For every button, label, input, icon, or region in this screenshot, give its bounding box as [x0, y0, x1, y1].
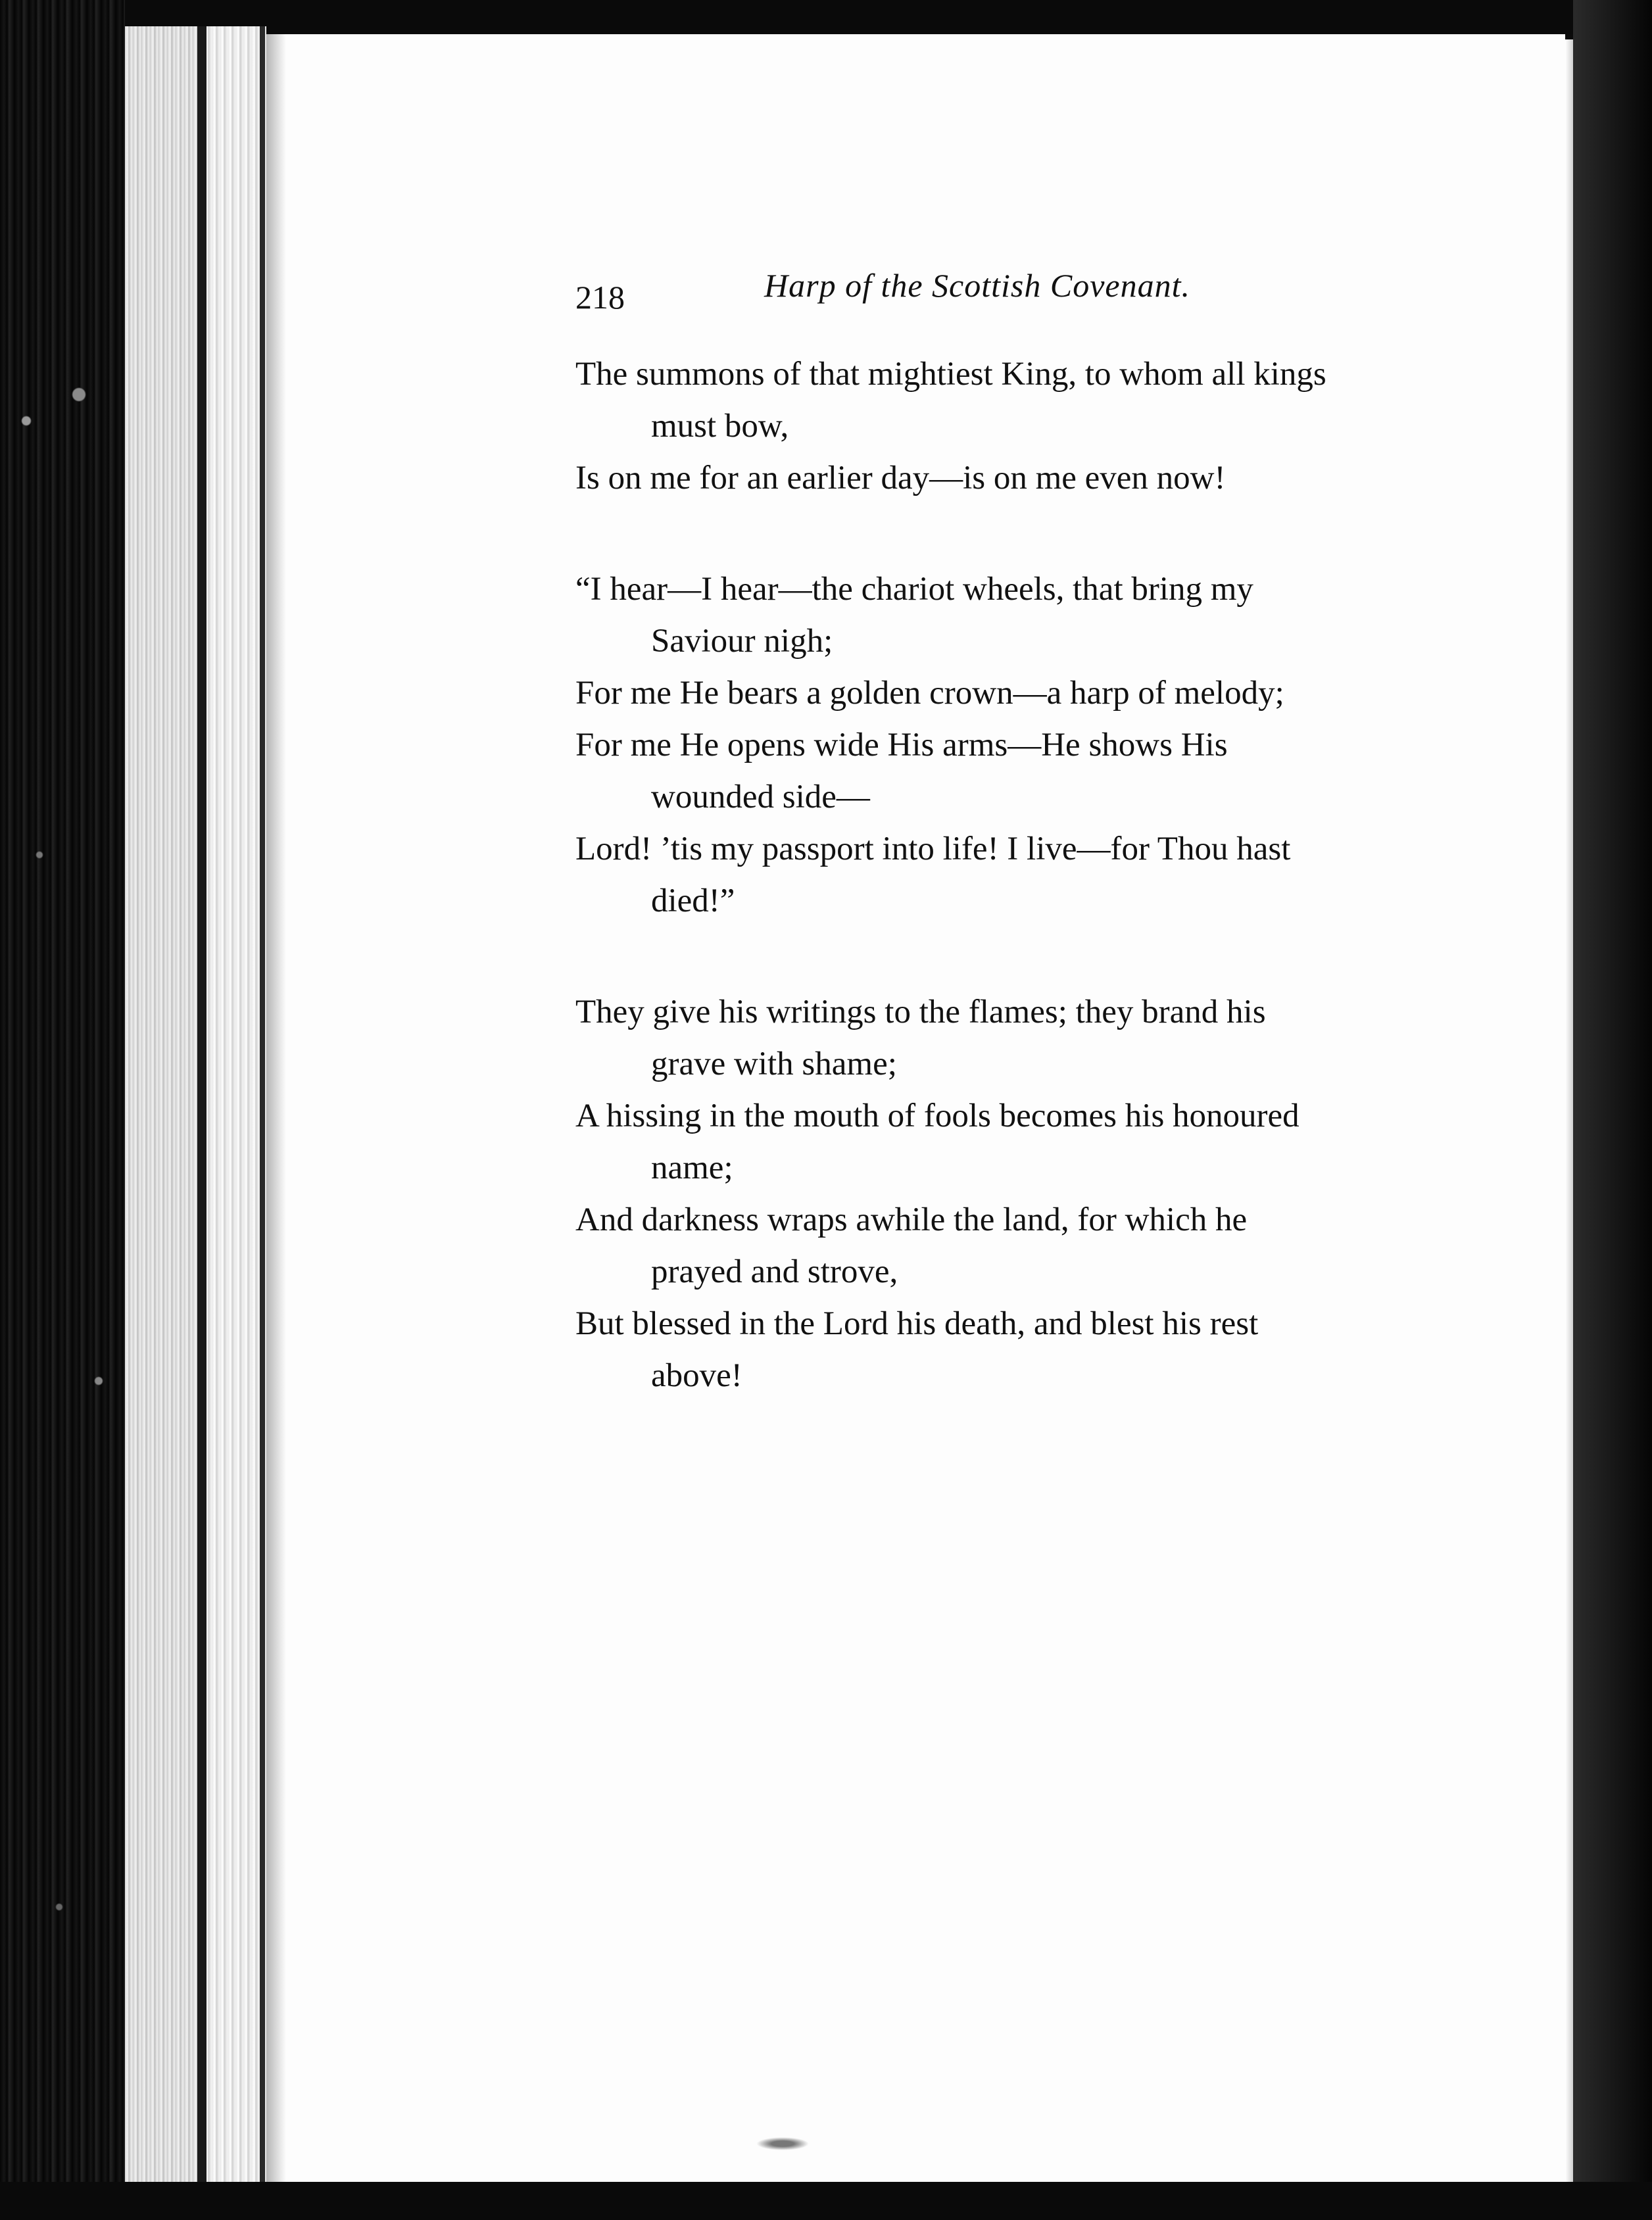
verse-line: died!” — [651, 882, 735, 919]
verse-line: wounded side— — [651, 779, 870, 815]
verse-line: prayed and strove, — [651, 1253, 898, 1290]
page-gutter-shadow — [266, 34, 286, 2182]
poem-text — [575, 349, 1470, 1461]
verse-line: name; — [651, 1149, 733, 1186]
verse-line: Lord! ’tis my passport into life! I live—for Thou hast — [575, 831, 1291, 867]
verse-line: They give his writings to the flames; they brand his — [575, 994, 1266, 1030]
scan-right-border — [1573, 0, 1652, 2220]
scan-bottom-border — [0, 2182, 1652, 2220]
ink-smudge — [756, 2137, 809, 2150]
stanza — [575, 986, 1470, 1402]
verse-line: And darkness wraps awhile the land, for which he — [575, 1201, 1248, 1238]
verse-line: Is on me for an earlier day—is on me even now! — [575, 460, 1226, 496]
verse-line: For me He opens wide His arms—He shows His — [575, 727, 1228, 763]
running-head — [575, 266, 1276, 319]
verse-line: For me He bears a golden crown—a harp of melody; — [575, 675, 1284, 712]
page-edges-inner — [204, 26, 266, 2216]
stanza — [575, 564, 1470, 927]
page-number: 218 — [575, 279, 625, 316]
verse-line: The summons of that mightiest King, to whom all kings — [575, 356, 1326, 393]
page-edge-shadow-inner — [260, 26, 265, 2216]
page-edges-outer — [125, 26, 204, 2216]
binding-wear-marks — [0, 0, 125, 2220]
verse-line: Saviour nigh; — [651, 623, 833, 660]
verse-line: above! — [651, 1357, 742, 1394]
verse-line: “I hear—I hear—the chariot wheels, that bring my — [575, 571, 1253, 608]
verse-line: must bow, — [651, 408, 789, 445]
verse-line: A hissing in the mouth of fools becomes his honoured — [575, 1098, 1300, 1134]
verse-line: grave with shame; — [651, 1046, 897, 1082]
verse-line: But blessed in the Lord his death, and blest his rest — [575, 1305, 1259, 1342]
stanza — [575, 349, 1470, 504]
running-title: Harp of the Scottish Covenant. — [764, 267, 1190, 304]
page-edge-shadow — [197, 26, 206, 2216]
